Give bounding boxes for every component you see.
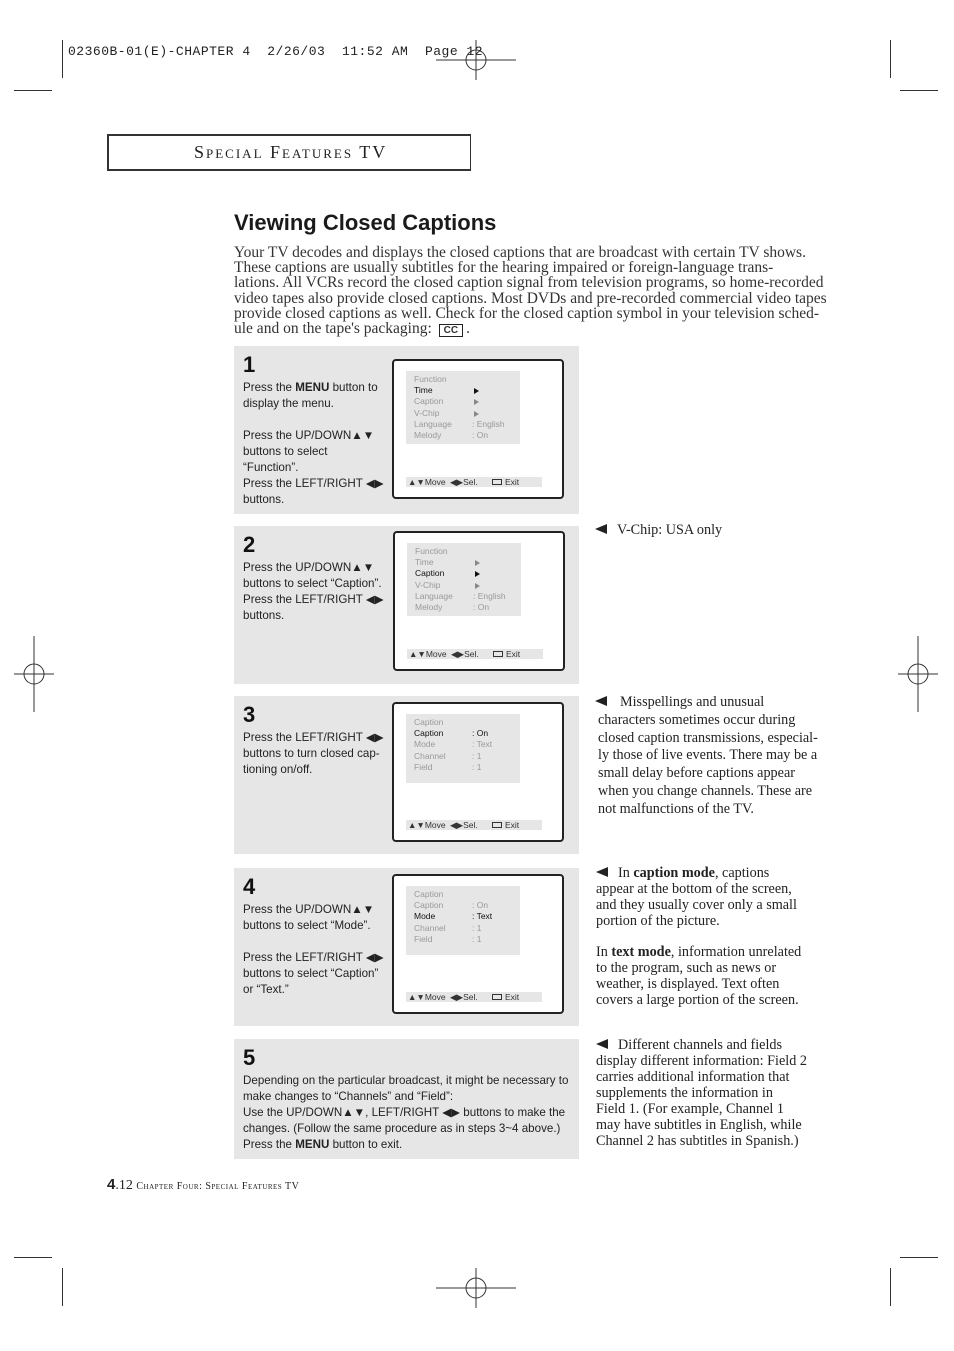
step-number: 5: [243, 1045, 256, 1070]
step-line: Press the UP/DOWN▲▼: [243, 429, 375, 442]
tv-screen: [392, 359, 564, 499]
osd-menu-value: : On: [472, 900, 489, 911]
step-line: buttons to select “Caption”: [243, 967, 379, 980]
note-caption-modes: [596, 865, 801, 1008]
menu-icon: [492, 479, 502, 485]
step-line: Press the LEFT/RIGHT ◀▶: [243, 477, 384, 490]
page-number-sub: .12: [115, 1178, 133, 1193]
step-instructions: [243, 560, 384, 624]
osd-menu-item: [406, 889, 520, 900]
registration-mark-icon: [14, 636, 54, 712]
step-line: buttons to turn closed cap-: [243, 747, 380, 760]
move-hint: ▲▼Move: [408, 992, 446, 1002]
osd-menu-item: [406, 374, 520, 385]
pointer-left-icon: [595, 524, 607, 534]
osd-menu-label: Function: [414, 374, 447, 384]
osd-menu-label: Mode: [414, 911, 436, 922]
note-text: Misspellings and unusual: [620, 694, 765, 710]
note-vchip: [595, 522, 722, 540]
note-line: to the program, such as news or: [596, 960, 777, 976]
note-line: covers a large portion of the screen.: [596, 992, 799, 1008]
intro-paragraph: [234, 245, 846, 337]
step-panel-1: [234, 346, 579, 514]
move-hint: ▲▼Move: [409, 649, 447, 659]
osd-help-bar: [407, 649, 543, 659]
intro-end: .: [466, 320, 470, 338]
menu-icon: [492, 994, 502, 1000]
note-line: [596, 1037, 807, 1053]
osd-menu-value: : 1: [472, 750, 482, 761]
step-line: buttons.: [243, 493, 285, 506]
submenu-arrow-icon: [475, 571, 480, 577]
osd-menu-label: Time: [414, 385, 433, 396]
step-line: “Function”.: [243, 461, 299, 474]
osd-menu-label: Caption: [414, 717, 444, 727]
section-label: Special Features TV: [194, 142, 388, 162]
step-line: changes. (Follow the same procedure as in steps 3~4 above.): [243, 1122, 561, 1135]
note-line: small delay before captions appear: [598, 765, 795, 782]
step-number: 2: [243, 532, 256, 557]
crop-mark: [900, 90, 938, 91]
crop-mark: [62, 40, 63, 78]
submenu-arrow-icon: [475, 583, 480, 589]
note-line: In text mode, information unrelated: [596, 944, 802, 960]
intro-line: Your TV decodes and displays the closed captions that are broadcast with certain TV shows.: [234, 244, 806, 261]
osd-menu-label: Time: [415, 557, 434, 568]
step-line: buttons to select: [243, 445, 328, 458]
osd-menu-item: [407, 602, 521, 613]
tv-screen: [393, 531, 565, 671]
osd-menu-value: : On: [473, 601, 490, 612]
tv-screen: [392, 874, 564, 1014]
osd-menu-item: [406, 385, 520, 396]
pointer-left-icon: [596, 867, 608, 877]
exit-hint: Exit: [505, 820, 520, 830]
submenu-arrow-icon: [474, 411, 479, 417]
osd-menu-label: Channel: [414, 750, 446, 761]
osd-menu-label: Caption: [415, 568, 445, 579]
osd-menu-item: [407, 546, 521, 557]
pointer-left-icon: [595, 696, 607, 706]
note-channels: [596, 1037, 807, 1149]
osd-menu-label: Mode: [414, 739, 436, 750]
osd-menu-item: [406, 911, 520, 922]
step-number: 1: [243, 352, 256, 377]
osd-menu-value: : On: [472, 728, 489, 739]
step-line: tioning on/off.: [243, 763, 313, 776]
step-instructions: [243, 380, 384, 508]
osd-menu-item: [406, 717, 520, 728]
sel-hint: ◀▶Sel.: [450, 477, 478, 487]
note-line: Channel 2 has subtitles in Spanish.): [596, 1133, 799, 1149]
step-line: Press the MENU button to exit.: [243, 1138, 403, 1151]
osd-menu-label: Melody: [414, 429, 442, 440]
osd-menu-item: [406, 728, 520, 739]
note-line: display different information: Field 2: [596, 1053, 807, 1069]
osd-menu-item: [406, 762, 520, 773]
step-line: Press the LEFT/RIGHT ◀▶: [243, 593, 384, 606]
note-line: weather, is displayed. Text often: [596, 976, 780, 992]
tv-screen: [392, 702, 564, 842]
step-instructions: [243, 730, 384, 778]
step-instructions: [243, 902, 384, 998]
print-header: 02360B-01(E)-CHAPTER 4 2/26/03 11:52 AM Page 12: [68, 44, 484, 59]
osd-menu-value: : Text: [472, 911, 493, 922]
osd-menu-item: [407, 580, 521, 591]
step-line: Press the UP/DOWN▲▼: [243, 903, 375, 916]
note-line: Field 1. (For example, Channel 1: [596, 1101, 784, 1117]
intro-line-text: ule and on the tape's packaging:: [234, 320, 432, 338]
note-line: appear at the bottom of the screen,: [596, 881, 792, 897]
step-line: display the menu.: [243, 397, 334, 410]
sel-hint: ◀▶Sel.: [451, 649, 479, 659]
note-line: and they usually cover only a small: [596, 897, 797, 913]
submenu-arrow-icon: [474, 388, 479, 394]
osd-menu-value: : On: [472, 429, 489, 440]
osd-menu-item: [407, 557, 521, 568]
step-line: make changes to “Channels” and “Field”:: [243, 1090, 454, 1103]
step-number: 3: [243, 702, 256, 727]
osd-menu-label: Caption: [414, 728, 444, 739]
osd-help-bar: [406, 820, 542, 830]
osd-menu-label: V-Chip: [415, 579, 441, 590]
intro-line: [234, 321, 846, 337]
step-number: 4: [243, 874, 256, 899]
menu-icon: [492, 822, 502, 828]
osd-menu-value: : Text: [472, 739, 493, 750]
note-line: [598, 694, 818, 712]
osd-menu-item: [406, 900, 520, 911]
intro-line: video tapes also provide closed captions. Most DVDs and pre-recorded commercial video tapes: [234, 289, 827, 307]
osd-menu-label: V-Chip: [414, 407, 440, 418]
osd-menu-label: Field: [414, 761, 433, 772]
osd-menu-item: [406, 923, 520, 934]
exit-hint: Exit: [505, 477, 520, 487]
note-line: supplements the information in: [596, 1085, 773, 1101]
exit-hint: Exit: [506, 649, 521, 659]
step-panel-4: [234, 868, 579, 1026]
menu-icon: [493, 651, 503, 657]
pointer-left-icon: [596, 1039, 608, 1049]
osd-menu-value: : 1: [472, 922, 482, 933]
crop-mark: [890, 1268, 891, 1306]
note-text: Different channels and fields: [618, 1037, 783, 1053]
step-line: Press the LEFT/RIGHT ◀▶: [243, 951, 384, 964]
osd-menu-item: [407, 591, 521, 602]
osd-menu-value: : 1: [472, 761, 482, 772]
step-line: or “Text.”: [243, 983, 289, 996]
footer-chapter: Chapter Four: Special Features TV: [136, 1181, 300, 1192]
page-title: Viewing Closed Captions: [234, 210, 497, 235]
osd-menu: [406, 371, 520, 444]
crop-mark: [14, 90, 52, 91]
step-line: buttons to select “Mode”.: [243, 919, 371, 932]
osd-menu-value: : English: [472, 418, 505, 429]
intro-line: These captions are usually subtitles for the hearing impaired or foreign-language trans-: [234, 259, 774, 277]
crop-mark: [14, 1257, 52, 1258]
osd-menu-label: Language: [414, 418, 452, 429]
note-text: V-Chip: USA only: [617, 522, 723, 538]
sel-hint: ◀▶Sel.: [450, 820, 478, 830]
osd-menu-label: Function: [415, 546, 448, 556]
osd-menu-label: Field: [414, 933, 433, 944]
osd-menu-label: Channel: [414, 922, 446, 933]
page-number: 4: [107, 1176, 116, 1193]
step-line: Use the UP/DOWN▲▼, LEFT/RIGHT ◀▶ buttons to make the: [243, 1106, 566, 1119]
osd-menu-label: Caption: [414, 889, 444, 899]
move-hint: ▲▼Move: [408, 477, 446, 487]
note-line: portion of the picture.: [596, 913, 720, 929]
note-line: not malfunctions of the TV.: [598, 800, 754, 817]
submenu-arrow-icon: [475, 560, 480, 566]
osd-menu-value: : English: [473, 590, 506, 601]
osd-menu-label: Caption: [414, 396, 444, 407]
page-footer: [107, 1176, 299, 1194]
note-line: In caption mode, captions: [596, 865, 801, 881]
osd-help-bar: [406, 477, 542, 487]
step-line: [243, 412, 384, 428]
step-line: Press the UP/DOWN▲▼: [243, 561, 375, 574]
note-line: when you change channels. These are: [598, 782, 813, 799]
step-line: buttons.: [243, 609, 285, 622]
intro-line: lations. All VCRs record the closed caption signal from television programs, so home-recorded: [234, 274, 824, 292]
sel-hint: ◀▶Sel.: [450, 992, 478, 1002]
note-line: carries additional information that: [596, 1069, 790, 1085]
osd-menu-label: Language: [415, 590, 453, 601]
step-line: Depending on the particular broadcast, it might be necessary to: [243, 1074, 569, 1087]
crop-mark: [62, 1268, 63, 1306]
osd-menu-item: [406, 739, 520, 750]
osd-menu-item: [406, 419, 520, 430]
step-panel-3: [234, 696, 579, 854]
exit-hint: Exit: [505, 992, 520, 1002]
submenu-arrow-icon: [474, 399, 479, 405]
step-line: buttons to select “Caption”.: [243, 577, 382, 590]
osd-menu-item: [406, 408, 520, 419]
step-panel-5: [234, 1039, 579, 1159]
osd-menu-value: : 1: [472, 933, 482, 944]
osd-menu-label: Caption: [414, 900, 444, 911]
osd-menu-item: [406, 396, 520, 407]
osd-menu-item: [407, 568, 521, 579]
note-line: [595, 522, 722, 540]
osd-menu: [407, 543, 521, 616]
move-hint: ▲▼Move: [408, 820, 446, 830]
note-misspellings: [598, 694, 818, 819]
osd-menu-item: [406, 934, 520, 945]
registration-mark-icon: [898, 636, 938, 712]
step-instructions: [243, 1073, 568, 1153]
osd-help-bar: [406, 992, 542, 1002]
step-panel-2: [234, 526, 579, 684]
step-line: [243, 934, 384, 950]
step-line: Press the LEFT/RIGHT ◀▶: [243, 731, 384, 744]
cc-symbol-icon: CC: [439, 324, 463, 337]
note-line: closed caption transmissions, especial-: [598, 729, 818, 746]
osd-menu-item: [406, 751, 520, 762]
registration-mark-icon: [436, 1268, 516, 1308]
crop-mark: [890, 40, 891, 78]
osd-menu-label: Melody: [415, 601, 443, 612]
crop-mark: [900, 1257, 938, 1258]
osd-menu: [406, 886, 520, 955]
note-line: ly those of live events. There may be a: [598, 747, 818, 764]
note-line: characters sometimes occur during: [598, 711, 796, 728]
osd-menu-item: [406, 430, 520, 441]
osd-menu: [406, 714, 520, 783]
intro-line: provide closed captions as well. Check for the closed caption symbol in your television sched-: [234, 304, 819, 322]
step-line: Press the MENU button to: [243, 381, 378, 394]
note-line: may have subtitles in English, while: [596, 1117, 802, 1133]
